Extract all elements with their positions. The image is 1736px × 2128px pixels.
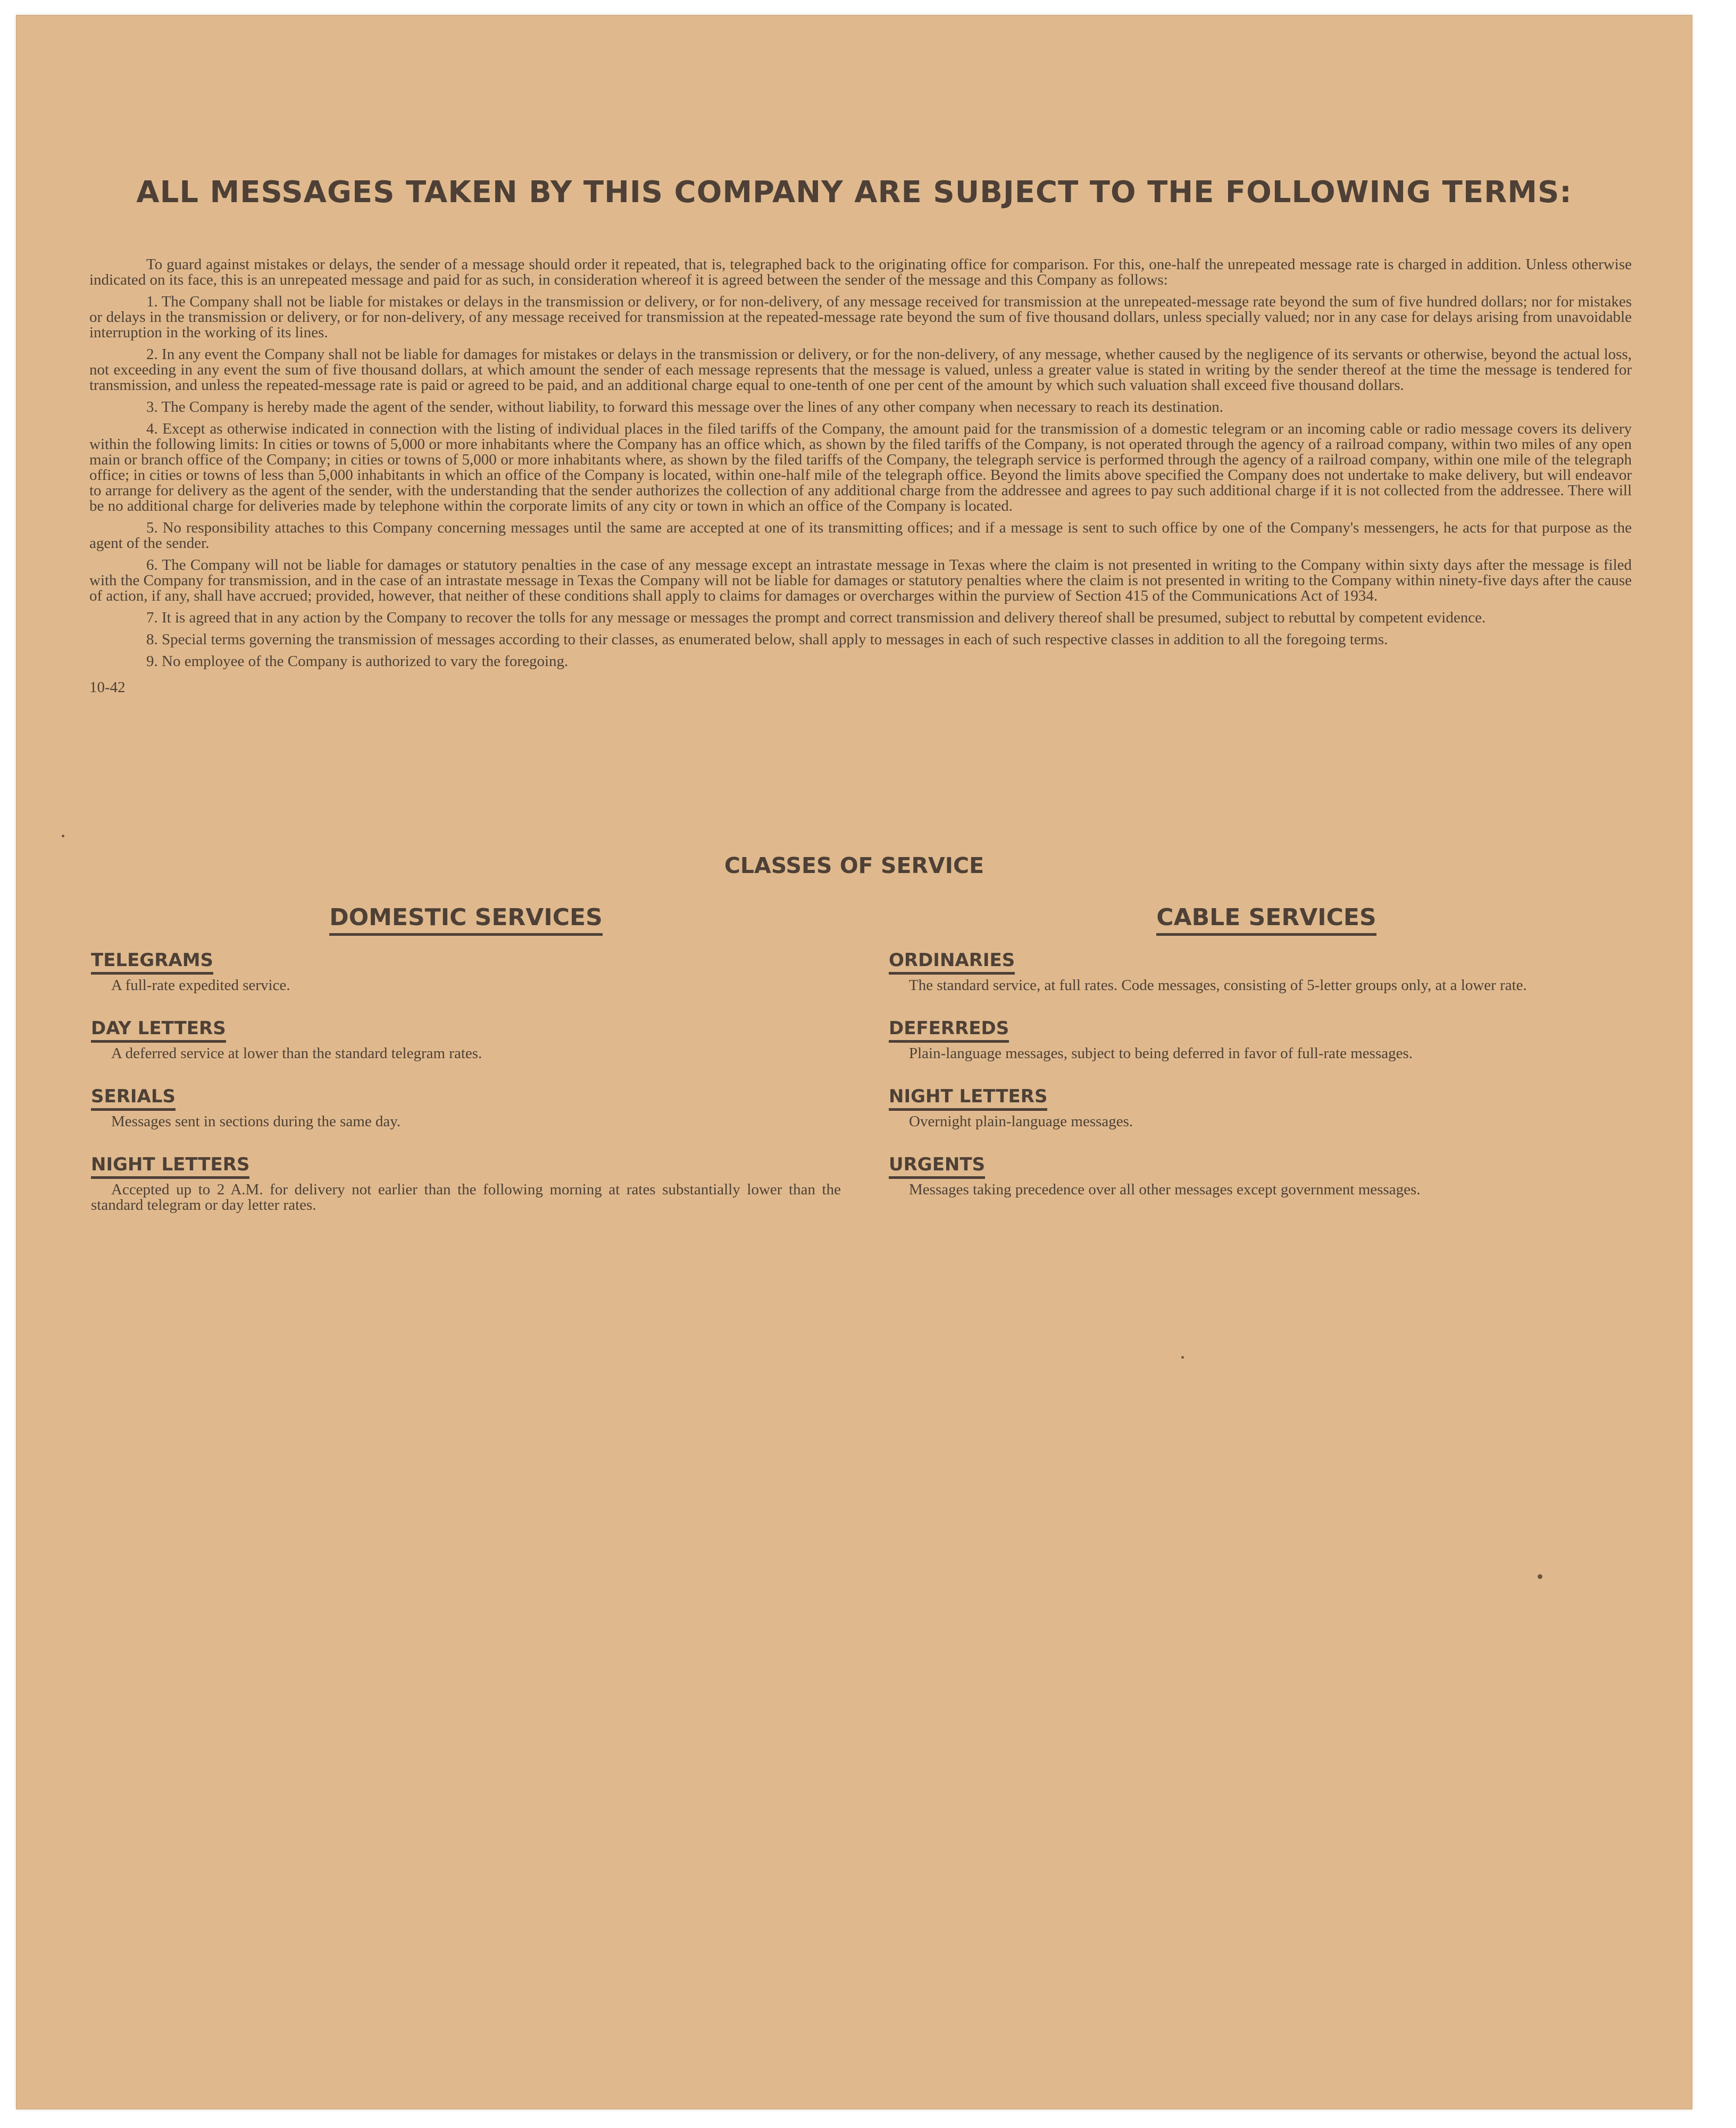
service-name: NIGHT LETTERS	[889, 1086, 1047, 1111]
service-name: DEFERREDS	[889, 1018, 1009, 1043]
paper-speck	[1538, 1574, 1542, 1579]
term-paragraph: 2. In any event the Company shall not be liable for damages for mistakes or delays in the transmission or delivery, or for the non-delivery, of any message, whether caused by the negligence of its servants or otherwise, beyond the actual loss, not exceeding in any event the sum of five thousand dollars, at which amount the sender of each message represents that the message is valued, unless a greater value is stated in writing by the sender thereof at the time the message is tendered for transmission, and unless the repeated-message rate is paid or agreed to be paid, and an additional charge equal to one-tenth of one per cent of the amount by which such valuation shall exceed five thousand dollars.	[89, 346, 1632, 394]
cable-services-column	[889, 904, 1644, 1222]
service-item	[889, 1018, 1644, 1061]
service-description: Accepted up to 2 A.M. for delivery not earlier than the following morning at rates substantially lower than the standard telegram or day letter rates.	[91, 1181, 841, 1213]
service-description: The standard service, at full rates. Code messages, consisting of 5-letter groups only, at a lower rate.	[909, 977, 1527, 994]
term-paragraph: 5. No responsibility attaches to this Company concerning messages until the same are accepted at one of its transmitting offices; and if a message is sent to such office by one of the Company's messengers, he acts for that purpose as the agent of the sender.	[89, 519, 1632, 552]
terms-body	[89, 257, 1632, 702]
service-name: NIGHT LETTERS	[91, 1154, 249, 1179]
service-name: DAY LETTERS	[91, 1018, 226, 1043]
service-description: Overnight plain-language messages.	[909, 1113, 1133, 1130]
service-name: TELEGRAMS	[91, 950, 213, 975]
cable-services-title: CABLE SERVICES	[889, 904, 1644, 936]
term-paragraph: 6. The Company will not be liable for damages or statutory penalties in the case of any message except an intrastate message in Texas where the claim is not presented in writing to the Company within sixty days after the message is filed with the Company for transmission, and in the case of an intrastate message in Texas the Company will not be liable for damages or statutory penalties where the claim is not presented in writing to the Company within ninety-five days after the cause of action, if any, shall have accrued; provided, however, that neither of these conditions shall apply to claims for damages or overcharges within the purview of Section 415 of the Communications Act of 1934.	[89, 556, 1632, 604]
terms-intro: To guard against mistakes or delays, the sender of a message should order it repeated, that is, telegraphed back to the originating office for comparison. For this, one-half the unrepeated message rate is charged in addition. Unless otherwise indicated on its face, this is an unrepeated message and paid for as such, in consideration whereof it is agreed between the sender of the message and this Company as follows:	[89, 256, 1632, 288]
terms-heading: ALL MESSAGES TAKEN BY THIS COMPANY ARE SUBJECT TO THE FOLLOWING TERMS:	[136, 175, 1572, 210]
paper-speck	[1181, 1356, 1184, 1359]
classes-of-service-title: CLASSES OF SERVICE	[724, 853, 984, 878]
paper-speck	[62, 835, 64, 837]
service-item	[91, 1086, 841, 1129]
service-description: Messages taking precedence over all other messages except government messages.	[909, 1181, 1421, 1198]
service-description: A full-rate expedited service.	[111, 977, 290, 994]
service-item	[889, 1086, 1644, 1129]
service-item	[91, 1154, 841, 1213]
domestic-services-title: DOMESTIC SERVICES	[91, 904, 841, 936]
service-name: URGENTS	[889, 1154, 985, 1179]
service-name: SERIALS	[91, 1086, 176, 1111]
term-paragraph: 8. Special terms governing the transmission of messages according to their classes, as enumerated below, shall apply to messages in each of such respective classes in addition to all the foregoing terms.	[146, 631, 1388, 648]
service-item	[889, 950, 1644, 993]
service-item	[889, 1154, 1644, 1198]
term-paragraph: 7. It is agreed that in any action by the Company to recover the tolls for any message or messages the prompt and correct transmission and delivery thereof shall be presumed, subject to rebuttal by competent evidence.	[146, 609, 1486, 626]
term-paragraph: 4. Except as otherwise indicated in connection with the listing of individual places in the filed tariffs of the Company, the amount paid for the transmission of a domestic telegram or an incoming cable or radio message covers its delivery within the following limits: In cities or towns of 5,000 or more inhabitants where the Company has an office which, as shown by the filed tariffs of the Company, is not operated through the agency of a railroad company, within two miles of any open main or branch office of the Company; in cities or towns of 5,000 or more inhabitants where, as shown by the filed tariffs of the Company, the telegraph service is performed through the agency of a railroad company, within one mile of the telegraph office; in cities or towns of less than 5,000 inhabitants in which an office of the Company is located, within one-half mile of the telegraph office. Beyond the limits above specified the Company does not undertake to make delivery, but will endeavor to arrange for delivery as the agent of the sender, with the understanding that the sender authorizes the collection of any additional charge from the addressee and agrees to pay such additional charge if it is not collected from the addressee. There will be no additional charge for deliveries made by telephone within the corporate limits of any city or town in which an office of the Company is located.	[89, 420, 1632, 514]
service-description: Messages sent in sections during the same day.	[111, 1113, 401, 1130]
service-item	[91, 950, 841, 993]
term-paragraph: 1. The Company shall not be liable for mistakes or delays in the transmission or delivery, or for non-delivery, of any message received for transmission at the unrepeated-message rate beyond the sum of five hundred dollars; nor for mistakes or delays in the transmission or delivery, or for non-delivery, of any message received for transmission at the repeated-message rate beyond the sum of five thousand dollars, unless specially valued; nor in any case for delays arising from unavoidable interruption in the working of its lines.	[89, 293, 1632, 341]
telegram-terms-sheet	[16, 15, 1692, 2109]
service-item	[91, 1018, 841, 1061]
service-description: Plain-language messages, subject to being deferred in favor of full-rate messages.	[909, 1045, 1413, 1062]
service-name: ORDINARIES	[889, 950, 1015, 975]
form-code: 10-42	[89, 679, 126, 696]
domestic-services-column	[91, 904, 841, 1237]
term-paragraph: 3. The Company is hereby made the agent of the sender, without liability, to forward this message over the lines of any other company when necessary to reach its destination.	[146, 398, 1224, 415]
term-paragraph: 9. No employee of the Company is authorized to vary the foregoing.	[146, 653, 569, 670]
service-description: A deferred service at lower than the standard telegram rates.	[111, 1045, 482, 1062]
